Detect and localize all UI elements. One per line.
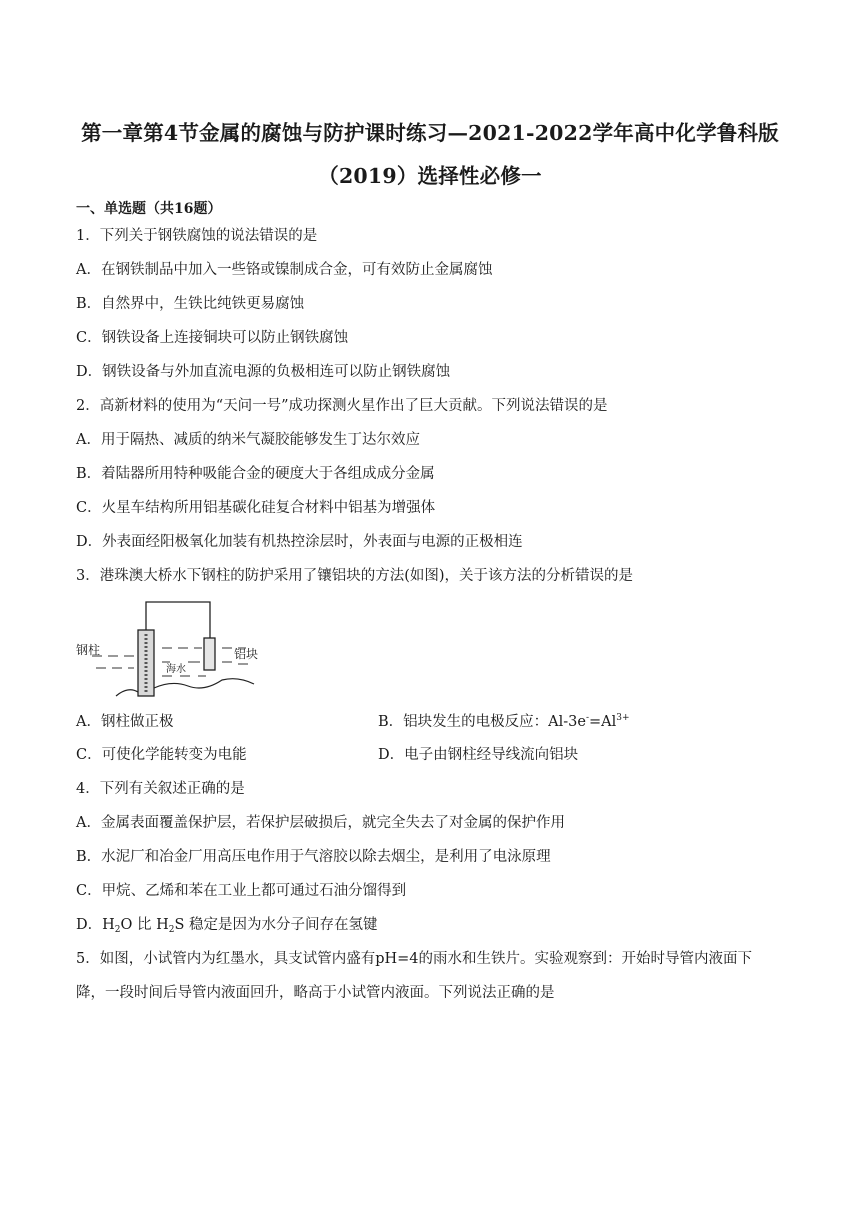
q2-option-a: A．用于隔热、减质的纳米气凝胶能够发生丁达尔效应 xyxy=(76,432,420,448)
q2-option-c: C．火星车结构所用铝基碳化硅复合材料中铝基为增强体 xyxy=(76,500,436,516)
q4-option-b: B．水泥厂和冶金厂用高压电作用于气溶胶以除去烟尘，是利用了电泳原理 xyxy=(76,849,551,865)
document-title-line1: 第一章第4节金属的腐蚀与防护课时练习—2021-2022学年高中化学鲁科版 xyxy=(81,121,779,145)
q3-diagram xyxy=(76,592,276,702)
q5-stem-line1: 5．如图，小试管内为红墨水，具支试管内盛有pH=4的雨水和生铁片。实验观察到：开始时导管内液面下 xyxy=(76,951,753,967)
q4-option-a: A．金属表面覆盖保护层，若保护层破损后，就完全失去了对金属的保护作用 xyxy=(76,815,565,831)
q3-option-a: A．钢柱做正极 xyxy=(76,714,174,730)
q4-d-sub2: 2 xyxy=(168,925,175,935)
q2-option-d: D．外表面经阳极氧化加装有机热控涂层时，外表面与电源的正极相连 xyxy=(76,534,523,550)
q4-option-c: C．甲烷、乙烯和苯在工业上都可通过石油分馏得到 xyxy=(76,883,407,899)
q3-stem: 3．港珠澳大桥水下钢柱的防护采用了镶铝块的方法(如图)，关于该方法的分析错误的是 xyxy=(76,568,634,584)
q5-stem-line2: 降，一段时间后导管内液面回升，略高于小试管内液面。下列说法正确的是 xyxy=(76,985,555,1001)
q2-option-b: B．着陆器所用特种吸能合金的硬度大于各组成成分金属 xyxy=(76,466,435,482)
q1-option-a: A．在钢铁制品中加入一些铬或镍制成合金，可有效防止金属腐蚀 xyxy=(76,262,493,278)
q1-option-b: B．自然界中，生铁比纯铁更易腐蚀 xyxy=(76,296,305,312)
q3-option-c: C．可使化学能转变为电能 xyxy=(76,747,247,763)
q3-option-b-mid: =Al xyxy=(589,714,617,730)
q2-stem: 2．高新材料的使用为“天问一号”成功探测火星作出了巨大贡献。下列说法错误的是 xyxy=(76,398,608,414)
seawater-label: 海水 xyxy=(166,664,186,675)
aluminum-block-shape xyxy=(204,638,215,670)
q3-option-b-sup1: - xyxy=(585,713,590,723)
q4-d-part2: O 比 H xyxy=(120,917,169,933)
q1-option-c: C．钢铁设备上连接铜块可以防止钢铁腐蚀 xyxy=(76,330,349,346)
q1-stem: 1．下列关于钢铁腐蚀的说法错误的是 xyxy=(76,228,318,244)
q3-option-b-text: B．铝块发生的电极反应：Al-3e xyxy=(378,714,586,730)
q3-option-b-sup2: 3+ xyxy=(616,713,630,723)
q4-d-sub1: 2 xyxy=(114,925,121,935)
q4-stem: 4．下列有关叙述正确的是 xyxy=(76,781,245,797)
q4-d-part1: D．H xyxy=(76,917,115,933)
q4-d-part3: S 稳定是因为水分子间存在氢键 xyxy=(174,917,378,933)
document-title-line2: （2019）选择性必修一 xyxy=(318,164,542,188)
q3-option-d: D．电子由钢柱经导线流向铝块 xyxy=(378,747,579,763)
aluminum-block-label: 铝块 xyxy=(234,647,259,661)
q3-option-b xyxy=(378,710,630,731)
section-heading: 一、单选题（共16题） xyxy=(76,201,222,217)
steel-column-label: 钢柱 xyxy=(76,643,101,657)
q1-option-d: D．钢铁设备与外加直流电源的负极相连可以防止钢铁腐蚀 xyxy=(76,364,451,380)
q4-option-d xyxy=(76,913,378,934)
